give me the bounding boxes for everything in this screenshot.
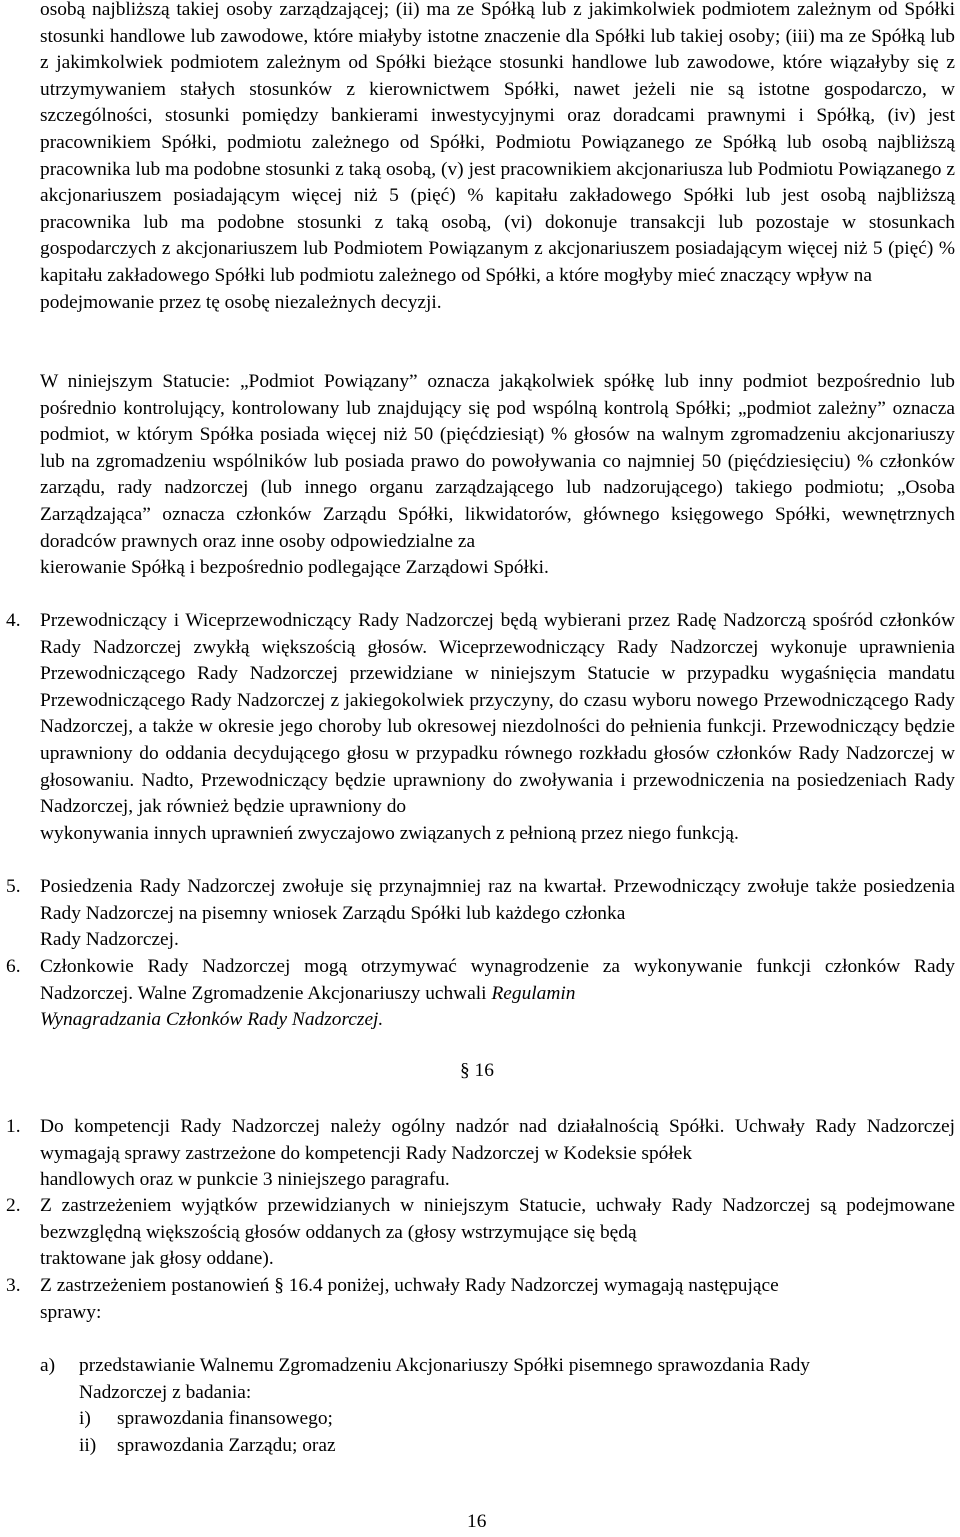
paragraph-text: W niniejszym Statucie: „Podmiot Powiązany” oznacza jakąkolwiek spółkę lub inny podmiot bezpośrednio lub pośrednio kontrolujący, kontrolowany lub znajdujący się pod wspólną kontrolą Spółki; „podmiot zależny” oznacza podmiot, w którym Spółka posiada więcej niż 50 (pięćdziesiąt) % głosów na walnym zgromadzeniu akcjonariuszy lub na zgromadzeniu wspólników lub posiada prawo do powoływania co najmniej 50 (pięćdziesięciu) % członków zarządu, rady nadzorczej (lub innego organu zarządzającego lub nadzorującego) takiego podmiotu; „Osoba Zarządzająca” oznacza członków Zarządu Spółki, likwidatorów, głównego księgowego Spółki, wewnętrznych doradców prawnych oraz inne osoby odpowiedzialne za xyxy=(40,371,955,552)
s16-item-number-2: 2. xyxy=(6,1195,21,1216)
item-last-line: sprawy: xyxy=(40,1301,102,1323)
item-6 xyxy=(40,954,955,1034)
s16-item-number-3: 3. xyxy=(6,1275,21,1296)
item-last-line: traktowane jak głosy oddane). xyxy=(40,1248,274,1270)
item-4 xyxy=(40,608,955,847)
s16-item-1 xyxy=(40,1114,955,1194)
sub-sub-label-i: i) xyxy=(79,1408,91,1429)
sub-sub-item-i: sprawozdania finansowego; xyxy=(117,1408,333,1429)
sub-sub-label-ii: ii) xyxy=(79,1435,97,1456)
regulation-title-end: Wynagradzania Członków Rady Nadzorczej. xyxy=(40,1009,384,1031)
item-text-main: Członkowie Rady Nadzorczej mogą otrzymywać wynagrodzenie za wykonywanie funkcji członków Rady Nadzorczej. Walne Zgromadzenie Akcjonariuszy uchwali xyxy=(40,956,955,1004)
paragraph-last-line: kierowanie Spółką i bezpośrednio podlegające Zarządowi Spółki. xyxy=(40,557,549,579)
item-number-4: 4. xyxy=(6,610,21,631)
item-last-line: Rady Nadzorczej. xyxy=(40,929,179,951)
section-heading: § 16 xyxy=(460,1060,494,1081)
item-number-5: 5. xyxy=(6,876,21,897)
item-text: Z zastrzeżeniem postanowień § 16.4 poniżej, uchwały Rady Nadzorczej wymagają następujące xyxy=(40,1275,779,1296)
item-number-6: 6. xyxy=(6,956,21,977)
s16-item-2 xyxy=(40,1193,955,1273)
item-text: Przewodniczący i Wiceprzewodniczący Rady Nadzorczej będą wybierani przez Radę Nadzorczą spośród członków Rady Nadzorczej zwykłą większością głosów. Wiceprzewodniczący Rady Nadzorczej wykonuje uprawnienia Przewodniczącego Rady Nadzorczej przewidziane w niniejszym Statucie w przypadku wygaśnięcia mandatu Przewodniczącego Rady Nadzorczej z jakiegokolwiek przyczyny, do czasu wyboru nowego Przewodniczącego Rady Nadzorczej, a także w okresie jego choroby lub okresowej niezdolności do pełnienia funkcji. Przewodniczący będzie uprawniony do oddania decydującego głosu w przypadku równego rozkładu głosów członków Rady Nadzorczej w głosowaniu. Nadto, Przewodniczący będzie uprawniony do zwoływania i przewodniczenia na posiedzeniach Rady Nadzorczej, jak również będzie uprawniony do xyxy=(40,610,955,818)
item-text: Z zastrzeżeniem wyjątków przewidzianych w niniejszym Statucie, uchwały Rady Nadzorczej są podejmowane bezwzględną większością głosów oddanych za (głosy wstrzymujące się będą xyxy=(40,1195,955,1243)
item-text xyxy=(40,954,955,1007)
s16-item-3 xyxy=(40,1273,955,1326)
paragraph-text: osobą najbliższą takiej osoby zarządzającej; (ii) ma ze Spółką lub z jakimkolwiek podmiotem zależnym od Spółki stosunki handlowe lub zawodowe, które miałyby istotne znaczenie dla Spółki lub takiej osoby; (iii) ma ze Spółką lub z jakimkolwiek podmiotem zależnym od Spółki bieżące stosunki handlowe lub zawodowe, które wiązałyby się z utrzymywaniem stałych stosunków z kierownictwem Spółki, nawet jeżeli nie są istotne gospodarczo, w szczególności, stosunki pomiędzy bankierami inwestycyjnymi oraz doradcami prawnymi i Spółką, (iv) jest pracownikiem Spółki, podmiotu zależnego od Spółki, Podmiotu Powiązanego ze Spółką lub osobą najbliższą pracownika lub ma podobne stosunki z taką osobą, (v) jest pracownikiem akcjonariusza lub Podmiotu Powiązanego z akcjonariuszem posiadającym więcej niż 5 (pięć) % kapitału zakładowego Spółki lub jest osobą najbliższą pracownika lub ma podobne stosunki z taką osobą, (vi) dokonuje transakcji lub pozostaje w stosunkach gospodarczych z akcjonariuszem lub Podmiotem Powiązanym z akcjonariuszem posiadającym więcej niż 5 (pięć) % kapitału zakładowego Spółki lub podmiotu zależnego od Spółki, a które mogłyby mieć znaczący wpływ na xyxy=(40,0,955,286)
regulation-title-start: Regulamin xyxy=(491,982,576,1004)
item-text: Posiedzenia Rady Nadzorczej zwołuje się przynajmniej raz na kwartał. Przewodniczący zwołuje także posiedzenia Rady Nadzorczej na pisemny wniosek Zarządu Spółki lub każdego członka xyxy=(40,876,955,924)
item-last-line: handlowych oraz w punkcie 3 niniejszego paragrafu. xyxy=(40,1169,450,1191)
sub-item-label-a: a) xyxy=(40,1355,56,1376)
item-last-line: wykonywania innych uprawnień zwyczajowo związanych z pełnioną przez niego funkcją. xyxy=(40,822,739,844)
page-number: 16 xyxy=(467,1511,487,1532)
paragraph-independence-criteria xyxy=(40,0,955,316)
sub-item-last-line: Nadzorczej z badania: xyxy=(79,1381,252,1403)
paragraph-definitions xyxy=(40,369,955,582)
sub-sub-item-ii: sprawozdania Zarządu; oraz xyxy=(117,1435,336,1456)
sub-item-a xyxy=(79,1353,955,1406)
item-text: Do kompetencji Rady Nadzorczej należy ogólny nadzór nad działalnością Spółki. Uchwały Rady Nadzorczej wymagają sprawy zastrzeżone do kompetencji Rady Nadzorczej w Kodeksie spółek xyxy=(40,1116,955,1164)
s16-item-number-1: 1. xyxy=(6,1116,21,1137)
sub-item-text: przedstawianie Walnemu Zgromadzeniu Akcjonariuszy Spółki pisemnego sprawozdania Rady xyxy=(79,1355,810,1376)
paragraph-last-line: podejmowanie przez tę osobę niezależnych decyzji. xyxy=(40,291,442,313)
item-last-line xyxy=(40,1007,955,1034)
item-5 xyxy=(40,874,955,954)
